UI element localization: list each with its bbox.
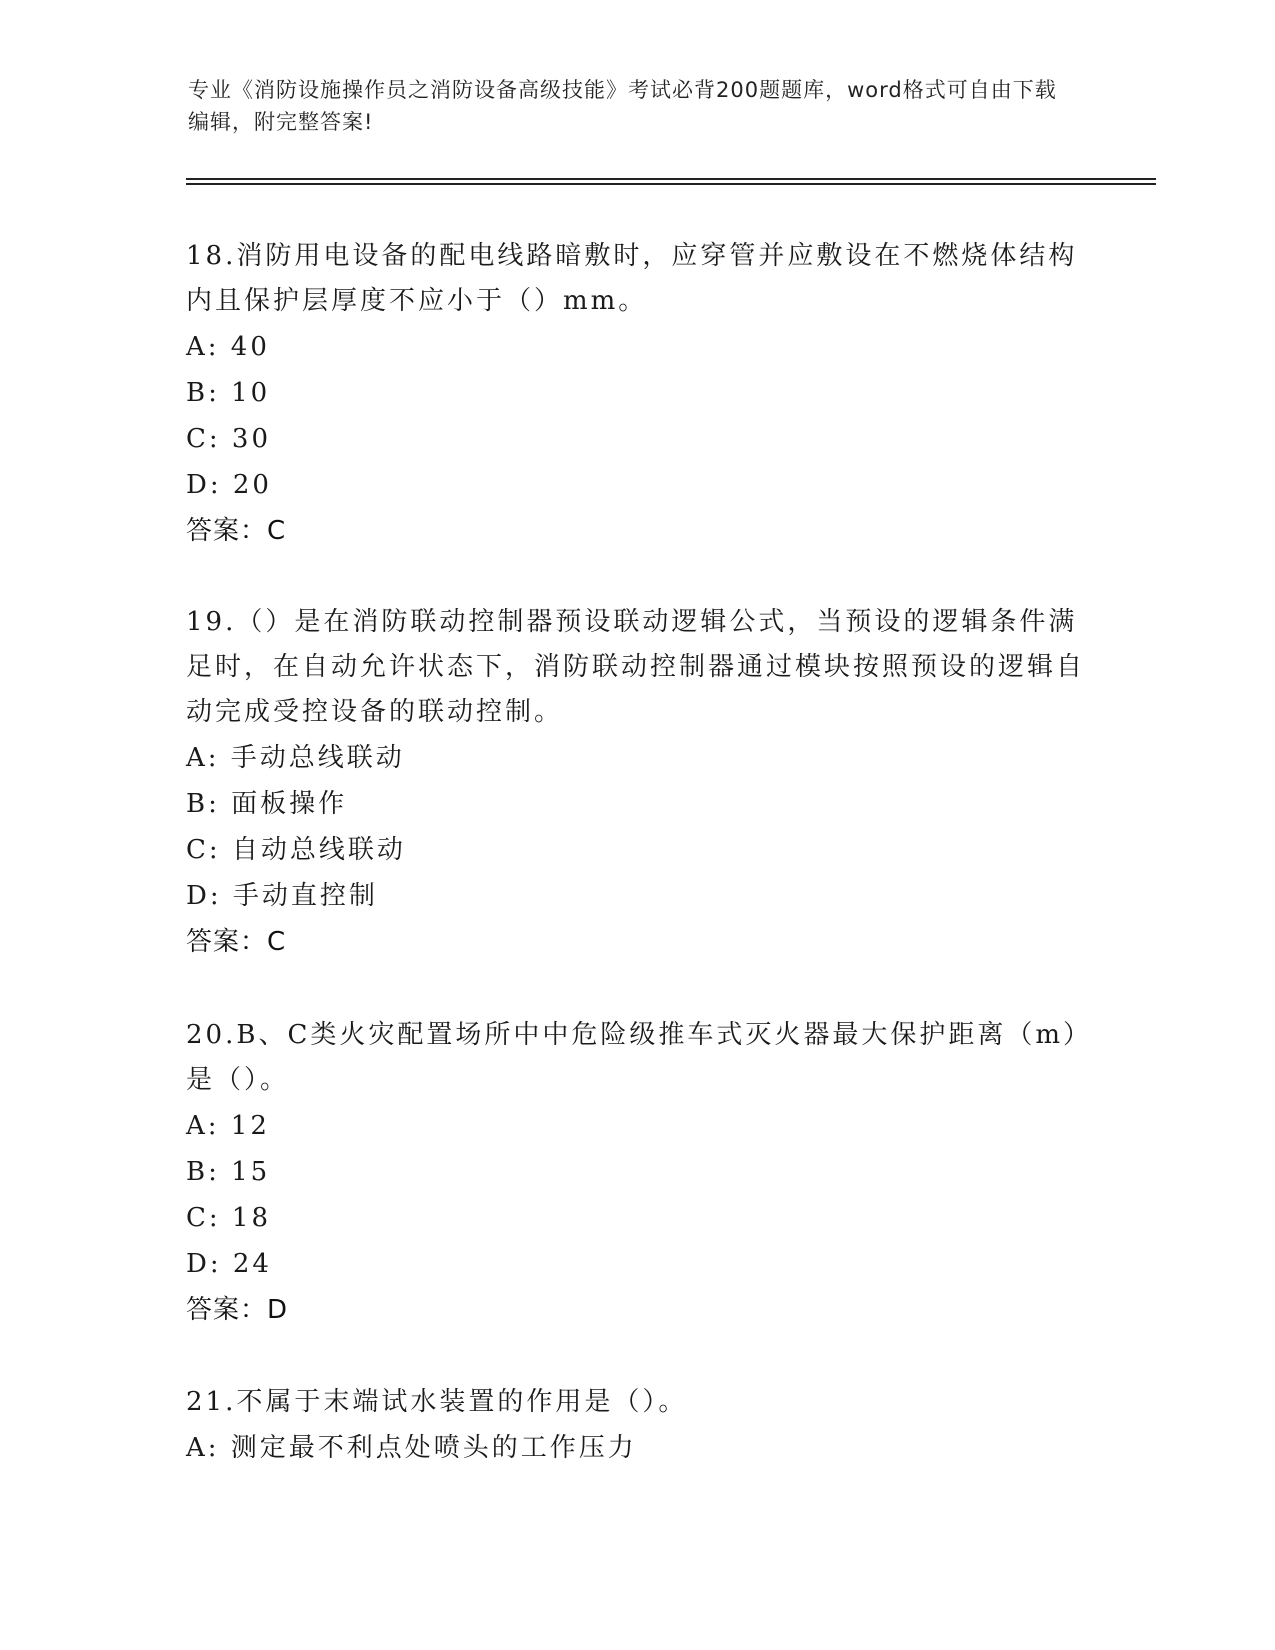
option-d: D: 20 bbox=[186, 470, 272, 500]
question-21 bbox=[186, 1380, 1086, 1471]
question-stem: 21.不属于末端试水装置的作用是（）。 bbox=[186, 1387, 688, 1417]
option-a: A: 40 bbox=[186, 332, 270, 362]
option-a: A: 12 bbox=[186, 1111, 270, 1141]
question-18 bbox=[186, 234, 1086, 554]
header-divider-top bbox=[186, 178, 1156, 180]
answer-label: 答案：D bbox=[186, 1295, 289, 1325]
option-c: C: 18 bbox=[186, 1203, 272, 1233]
option-b: B: 10 bbox=[186, 378, 271, 408]
answer-label: 答案：C bbox=[186, 927, 287, 957]
document-header: 专业《消防设施操作员之消防设备高级技能》考试必背200题题库，word格式可自由下载编辑，附完整答案! bbox=[188, 78, 1057, 134]
option-c: C: 自动总线联动 bbox=[186, 835, 406, 865]
option-d: D: 手动直控制 bbox=[186, 881, 378, 911]
question-19 bbox=[186, 600, 1086, 965]
question-20 bbox=[186, 1013, 1086, 1333]
option-a: A: 手动总线联动 bbox=[186, 743, 405, 773]
option-b: B: 面板操作 bbox=[186, 789, 348, 819]
header-divider-bottom bbox=[186, 183, 1156, 185]
option-a: A: 测定最不利点处喷头的工作压力 bbox=[186, 1433, 637, 1463]
question-stem: 18.消防用电设备的配电线路暗敷时，应穿管并应敷设在不燃烧体结构内且保护层厚度不应小于（）mm。 bbox=[186, 241, 1078, 316]
option-d: D: 24 bbox=[186, 1249, 272, 1279]
option-c: C: 30 bbox=[186, 424, 272, 454]
question-stem: 19.（）是在消防联动控制器预设联动逻辑公式，当预设的逻辑条件满足时，在自动允许状态下，消防联动控制器通过模块按照预设的逻辑自动完成受控设备的联动控制。 bbox=[186, 607, 1086, 727]
option-b: B: 15 bbox=[186, 1157, 271, 1187]
answer-label: 答案：C bbox=[186, 516, 287, 546]
question-stem: 20.B、C类火灾配置场所中中危险级推车式灭火器最大保护距离（m）是（）。 bbox=[186, 1020, 1080, 1095]
